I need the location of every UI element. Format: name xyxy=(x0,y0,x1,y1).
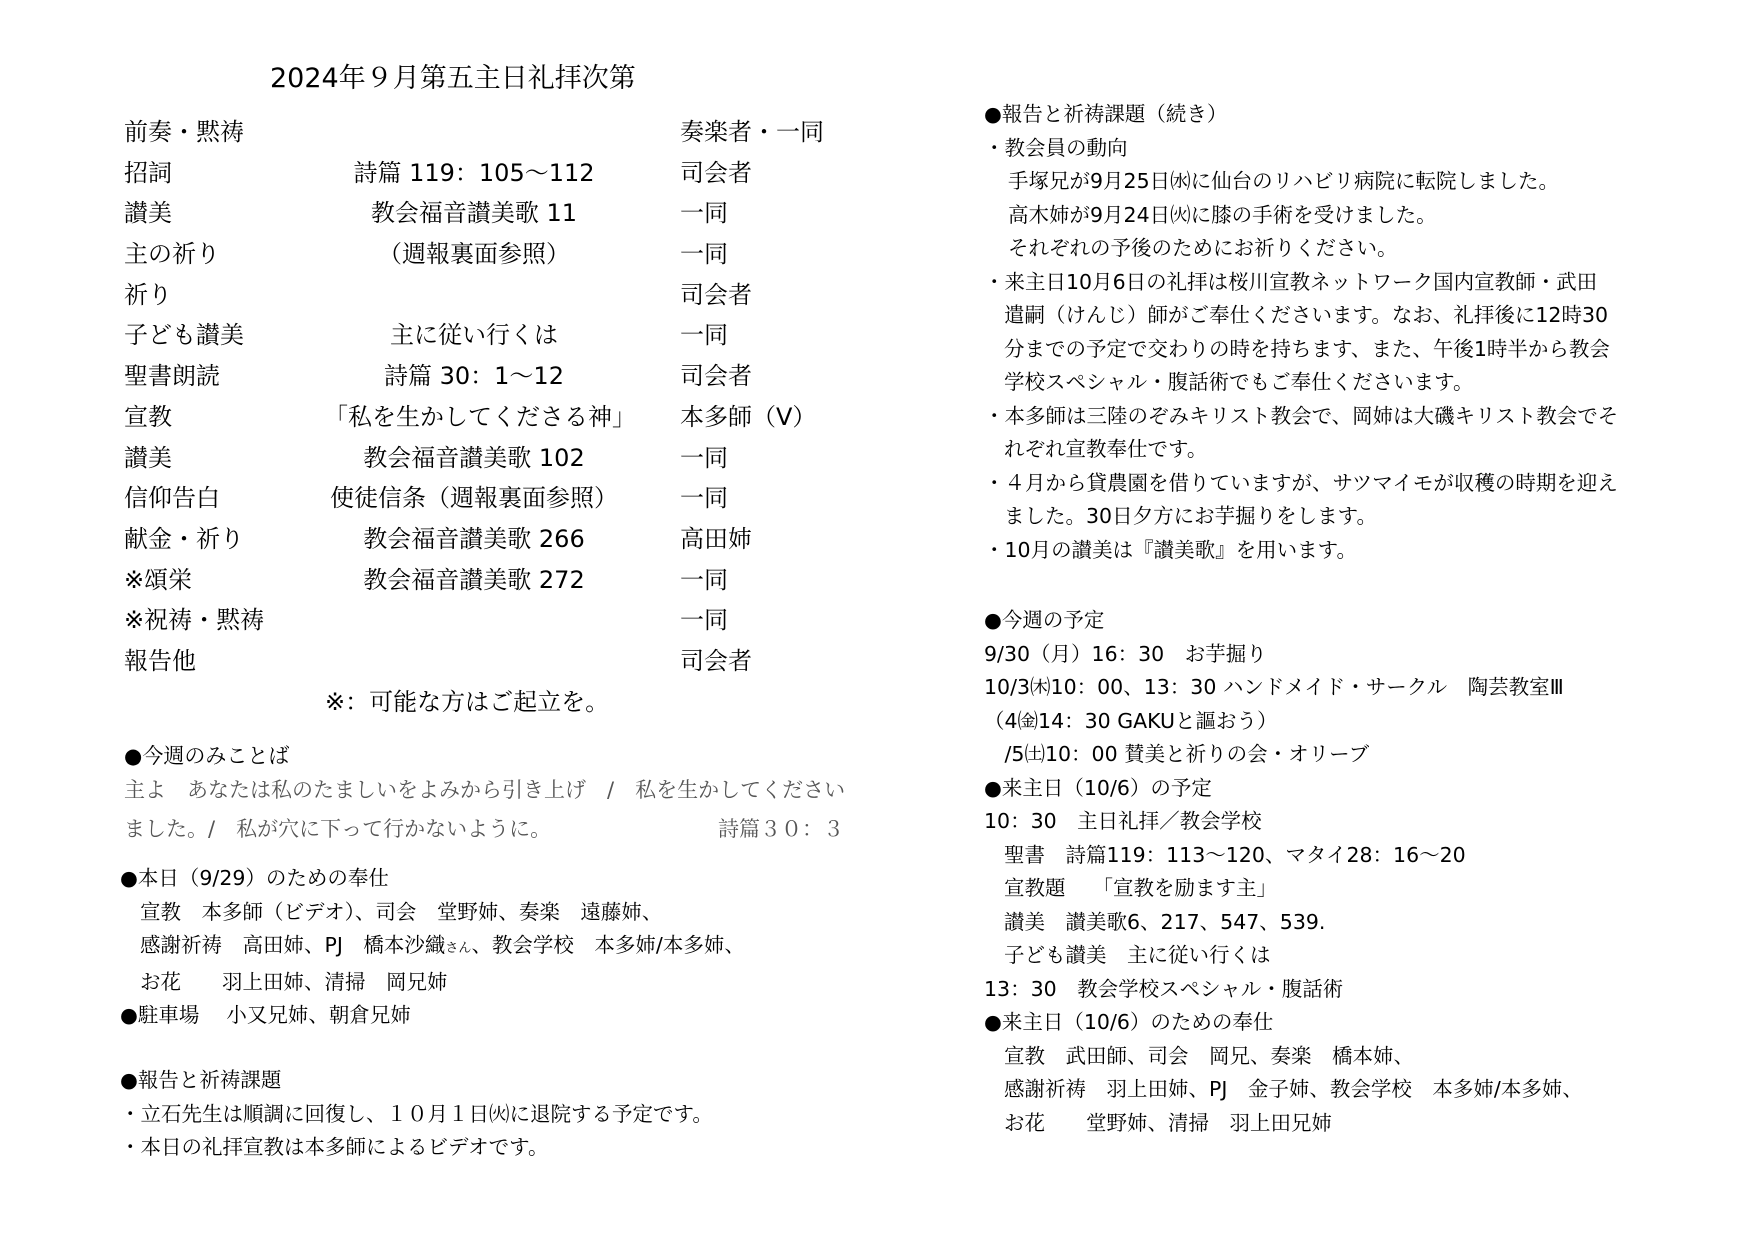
weekly-word-heading: ●今週のみことば xyxy=(124,744,290,768)
order-row xyxy=(124,438,884,479)
honorific-text: さん xyxy=(445,941,472,957)
order-row xyxy=(124,193,884,234)
order-detail: 教会福音讃美歌 11 xyxy=(370,199,578,228)
report-line: 遣嗣（けんじ）師がご奉仕くださいます。なお、礼拝後に12時30 xyxy=(1004,303,1609,327)
order-person: 一同 xyxy=(680,565,728,594)
order-detail: 詩篇 119：105～112 xyxy=(353,158,595,187)
service-today xyxy=(120,862,745,1033)
service-text: 感謝祈祷 高田姉、PJ 橋本沙織 xyxy=(140,933,446,958)
service-line: お花 羽上田姉、清掃 岡兄姉 xyxy=(140,969,448,994)
schedule-line: 聖書 詩篇119：113～120、マタイ28：16～20 xyxy=(1004,842,1466,867)
report-line: ・４月から貸農園を借りていますが、サツマイモが収穫の時期を迎え xyxy=(984,470,1618,495)
service-line: 宣教 本多師（ビデオ）、司会 堂野姉、奏楽 遠藤姉、 xyxy=(140,899,663,924)
order-item: 主の祈り xyxy=(124,240,220,269)
weekly-word-reference: 詩篇３０：３ xyxy=(718,817,844,841)
order-person: 司会者 xyxy=(680,158,752,187)
schedule-line: /5㈯10：00 賛美と祈りの会・オリーブ xyxy=(984,742,1370,766)
order-row xyxy=(124,153,884,194)
order-item: 招詞 xyxy=(124,158,172,187)
order-row xyxy=(124,641,884,682)
schedule-line: 9/30（月）16：30 お芋掘り xyxy=(984,641,1267,666)
order-detail: 教会福音讃美歌 272 xyxy=(363,565,585,594)
order-person: 司会者 xyxy=(680,362,752,391)
order-detail: 使徒信条（週報裏面参照） xyxy=(330,484,618,513)
report-line: ました。30日夕方にお芋掘りをします。 xyxy=(1004,504,1377,528)
order-item: 讃美 xyxy=(124,443,172,472)
order-row xyxy=(124,478,884,519)
order-person: 高田姉 xyxy=(680,524,752,553)
service-line xyxy=(120,929,745,966)
section-heading: ●報告と祈祷課題 xyxy=(120,1068,282,1092)
section-heading: ●来主日（10/6）のための奉仕 xyxy=(984,1010,1274,1034)
order-item: 祈り xyxy=(124,280,172,309)
order-row xyxy=(124,600,884,641)
report-line: 分までの予定で交わりの時を持ちます、また、午後1時半から教会 xyxy=(1004,336,1610,361)
order-row xyxy=(124,397,884,438)
schedule-line: （4㈮14：30 GAKUと謳おう） xyxy=(984,708,1278,733)
reports-continued xyxy=(984,98,1618,567)
parking-line: ●駐車場 小又兄姉、朝倉兄姉 xyxy=(120,1003,411,1028)
order-item: 信仰告白 xyxy=(124,484,220,513)
order-item: ※祝祷・黙祷 xyxy=(124,606,265,635)
order-row xyxy=(124,275,884,316)
order-row xyxy=(124,519,884,560)
order-row xyxy=(124,315,884,356)
page-title: 2024年９月第五主日礼拝次第 xyxy=(270,63,636,94)
report-line: ・本日の礼拝宣教は本多師によるビデオです。 xyxy=(120,1135,549,1160)
service-line: お花 堂野姉、清掃 羽上田兄姉 xyxy=(1004,1110,1332,1135)
order-person: 本多師（V） xyxy=(680,402,817,431)
order-detail: 教会福音讃美歌 266 xyxy=(363,524,585,553)
order-person: 一同 xyxy=(680,199,728,228)
report-line: 手塚兄が9月25日㈬に仙台のリハビリ病院に転院しました。 xyxy=(1008,169,1560,193)
service-text: 、教会学校 本多姉/本多姉、 xyxy=(471,933,745,958)
report-line: 学校スペシャル・腹話術でもご奉仕くださいます。 xyxy=(1004,370,1474,394)
week-schedule xyxy=(984,604,1583,1140)
order-detail: 詩篇 30：1～12 xyxy=(384,362,564,391)
report-line: 高木姉が9月24日㈫に膝の手術を受けました。 xyxy=(1008,202,1437,227)
order-detail: （週報裏面参照） xyxy=(378,240,570,269)
order-item: 讃美 xyxy=(124,199,172,228)
schedule-line: 10/3㈭10：00、13：30 ハンドメイド・サークル 陶芸教室Ⅲ xyxy=(984,675,1564,699)
order-item: 宣教 xyxy=(124,402,172,431)
order-person: 一同 xyxy=(680,240,728,269)
schedule-line: 宣教題 「宣教を励ます主」 xyxy=(1004,876,1278,900)
weekly-word-text: 主よ あなたは私のたましいをよみから引き上げ / 私を生かしてください xyxy=(124,778,846,802)
order-person: 一同 xyxy=(680,443,728,472)
order-item: 前奏・黙祷 xyxy=(124,118,244,146)
order-person: 司会者 xyxy=(680,646,752,675)
worship-order xyxy=(124,112,884,682)
schedule-line: 子ども讃美 主に従い行くは xyxy=(1004,943,1271,967)
order-item: 聖書朗読 xyxy=(124,362,220,391)
order-detail: 主に従い行くは xyxy=(390,321,558,350)
order-row xyxy=(124,112,884,153)
order-detail: 教会福音讃美歌 102 xyxy=(363,443,585,472)
report-line: ・立石先生は順調に回復し、１０月１日㈫に退院する予定です。 xyxy=(120,1101,713,1126)
section-heading: ●来主日（10/6）の予定 xyxy=(984,775,1212,800)
order-item: 報告他 xyxy=(124,646,196,675)
order-detail: 「私を生かしてくださる神」 xyxy=(324,402,636,431)
report-line: ・教会員の動向 xyxy=(984,135,1128,160)
report-line: ・本多師は三陸のぞみキリスト教会で、岡姉は大磯キリスト教会でそ xyxy=(984,403,1619,428)
standing-note: ※：可能な方はご起立を。 xyxy=(325,688,610,716)
order-person: 一同 xyxy=(680,484,728,513)
order-person: 司会者 xyxy=(680,280,752,309)
order-item: 献金・祈り xyxy=(124,524,244,553)
section-heading: ●今週の予定 xyxy=(984,608,1105,632)
report-line: れぞれ宣教奉仕です。 xyxy=(1004,437,1208,461)
service-line: 宣教 武田師、司会 岡兄、奏楽 橋本姉、 xyxy=(1004,1043,1414,1068)
order-person: 一同 xyxy=(680,606,728,635)
schedule-line: 10：30 主日礼拝／教会学校 xyxy=(984,809,1262,833)
report-line: ・来主日10月6日の礼拝は桜川宣教ネットワーク国内宣教師・武田 xyxy=(984,269,1598,294)
weekly-word-text: ました。/ 私が穴に下って行かないように。 xyxy=(124,817,552,841)
order-item: 子ども讃美 xyxy=(124,321,244,350)
reports xyxy=(120,1064,713,1165)
order-row xyxy=(124,356,884,397)
report-line: それぞれの予後のためにお祈りください。 xyxy=(1008,236,1398,260)
order-person: 奏楽者・一同 xyxy=(680,118,824,146)
order-item: ※頌栄 xyxy=(124,565,193,594)
report-line: ・10月の讃美は『讃美歌』を用います。 xyxy=(984,537,1357,562)
schedule-line: 13：30 教会学校スペシャル・腹話術 xyxy=(984,976,1344,1001)
section-heading: ●本日（9/29）のための奉仕 xyxy=(120,866,389,890)
service-line: 感謝祈祷 羽上田姉、PJ 金子姉、教会学校 本多姉/本多姉、 xyxy=(1004,1077,1583,1101)
schedule-line: 讃美 讃美歌6、217、547、539. xyxy=(1004,909,1326,934)
section-heading: ●報告と祈祷課題（続き） xyxy=(984,102,1228,126)
order-person: 一同 xyxy=(680,321,728,350)
order-row xyxy=(124,234,884,275)
order-row xyxy=(124,560,884,601)
